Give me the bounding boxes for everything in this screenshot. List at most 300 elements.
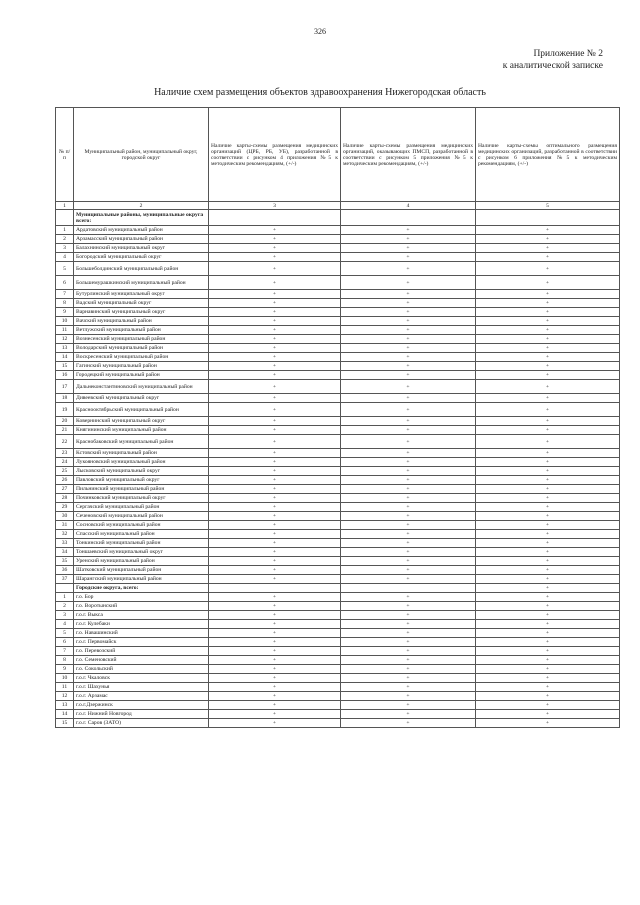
row-value-col3: + — [209, 290, 341, 299]
row-name: г.о.г. Выкса — [74, 611, 209, 620]
table-row — [56, 494, 620, 503]
row-value-col3: + — [209, 344, 341, 353]
row-number: 1 — [56, 593, 74, 602]
row-value-col4: + — [341, 458, 476, 467]
row-name: Краснооктябрьский муниципальный район — [74, 403, 209, 417]
table-row — [56, 435, 620, 449]
table-row — [56, 244, 620, 253]
section-title: Городские округа, всего: — [74, 584, 209, 593]
row-value-col4: + — [341, 335, 476, 344]
row-value-col3: + — [209, 353, 341, 362]
row-name: г.о. Бор — [74, 593, 209, 602]
row-number: 8 — [56, 299, 74, 308]
row-number: 28 — [56, 494, 74, 503]
row-value-col4: + — [341, 566, 476, 575]
row-value-col4: + — [341, 656, 476, 665]
row-value-col3: + — [209, 566, 341, 575]
document-title: Наличие схем размещения объектов здравоохранения Нижегородская область — [154, 87, 486, 98]
row-number: 18 — [56, 394, 74, 403]
table-row — [56, 719, 620, 728]
row-number: 4 — [56, 253, 74, 262]
row-value-col5: + — [476, 521, 620, 530]
row-name: Гагинский муниципальный район — [74, 362, 209, 371]
row-value-col5: + — [476, 566, 620, 575]
row-number: 35 — [56, 557, 74, 566]
row-value-col3: + — [209, 593, 341, 602]
row-name: Павловский муниципальный округ — [74, 476, 209, 485]
row-value-col3: + — [209, 326, 341, 335]
table-row — [56, 602, 620, 611]
row-value-col5: + — [476, 557, 620, 566]
row-value-col5: + — [476, 244, 620, 253]
row-value-col4: + — [341, 235, 476, 244]
table-row — [56, 362, 620, 371]
row-number: 13 — [56, 701, 74, 710]
row-number: 37 — [56, 575, 74, 584]
row-name: г.о.г. Чкаловск — [74, 674, 209, 683]
row-value-col3: + — [209, 503, 341, 512]
row-value-col4: + — [341, 353, 476, 362]
table-row — [56, 638, 620, 647]
row-value-col3: + — [209, 521, 341, 530]
row-number: 12 — [56, 335, 74, 344]
row-value-col4: + — [341, 512, 476, 521]
row-value-col4: + — [341, 317, 476, 326]
row-name: Вачский муниципальный район — [74, 317, 209, 326]
row-value-col4: + — [341, 638, 476, 647]
section-cell: + — [476, 584, 620, 593]
row-name: Пильнинский муниципальный район — [74, 485, 209, 494]
row-value-col4: + — [341, 244, 476, 253]
row-value-col5: + — [476, 530, 620, 539]
section-title: Муниципальные районы, муниципальные округа всего: — [74, 210, 209, 226]
row-value-col5: + — [476, 394, 620, 403]
table-row — [56, 548, 620, 557]
row-name: г.о.г. Саров (ЗАТО) — [74, 719, 209, 728]
row-value-col3: + — [209, 683, 341, 692]
row-value-col4: + — [341, 530, 476, 539]
table-row — [56, 290, 620, 299]
row-value-col4: + — [341, 326, 476, 335]
row-value-col3: + — [209, 417, 341, 426]
row-value-col4: + — [341, 476, 476, 485]
row-value-col5: + — [476, 317, 620, 326]
row-value-col5: + — [476, 485, 620, 494]
row-value-col3: + — [209, 701, 341, 710]
row-value-col3: + — [209, 620, 341, 629]
row-value-col5: + — [476, 647, 620, 656]
row-number: 25 — [56, 467, 74, 476]
row-value-col5: + — [476, 539, 620, 548]
row-value-col5: + — [476, 253, 620, 262]
table-row — [56, 656, 620, 665]
table-row — [56, 235, 620, 244]
row-number: 32 — [56, 530, 74, 539]
header-numbers-row — [56, 202, 620, 210]
table-row — [56, 539, 620, 548]
row-value-col5: + — [476, 417, 620, 426]
row-number: 30 — [56, 512, 74, 521]
table-body — [56, 108, 620, 728]
row-value-col5: + — [476, 380, 620, 394]
row-name: г.о.г. Шахунья — [74, 683, 209, 692]
row-name: Кстовский муниципальный район — [74, 449, 209, 458]
row-value-col4: + — [341, 308, 476, 317]
table-row — [56, 417, 620, 426]
section-cell — [341, 584, 476, 593]
appendix-label — [503, 48, 603, 72]
header-number: 2 — [74, 202, 209, 210]
row-value-col3: + — [209, 530, 341, 539]
row-value-col3: + — [209, 647, 341, 656]
row-value-col4: + — [341, 449, 476, 458]
table-row — [56, 353, 620, 362]
row-value-col5: + — [476, 611, 620, 620]
row-number: 10 — [56, 674, 74, 683]
row-value-col5: + — [476, 262, 620, 276]
row-value-col5: + — [476, 476, 620, 485]
row-value-col5: + — [476, 335, 620, 344]
row-number: 29 — [56, 503, 74, 512]
table-row — [56, 512, 620, 521]
row-number: 13 — [56, 344, 74, 353]
row-value-col4: + — [341, 548, 476, 557]
row-name: Вознесенский муниципальный район — [74, 335, 209, 344]
row-name: Бутурлинский муниципальный округ — [74, 290, 209, 299]
table-row — [56, 620, 620, 629]
row-value-col3: + — [209, 362, 341, 371]
row-value-col3: + — [209, 426, 341, 435]
row-value-col5: + — [476, 638, 620, 647]
row-value-col5: + — [476, 512, 620, 521]
row-value-col5: + — [476, 235, 620, 244]
row-name: г.о.г. Первомайск — [74, 638, 209, 647]
row-value-col4: + — [341, 629, 476, 638]
row-value-col4: + — [341, 593, 476, 602]
row-number: 6 — [56, 638, 74, 647]
row-value-col3: + — [209, 226, 341, 235]
row-number: 6 — [56, 276, 74, 290]
row-name: Краснобаковский муниципальный район — [74, 435, 209, 449]
row-value-col4: + — [341, 602, 476, 611]
row-value-col5: + — [476, 593, 620, 602]
row-value-col5: + — [476, 371, 620, 380]
page-number: 326 — [314, 27, 326, 36]
row-value-col5: + — [476, 467, 620, 476]
row-value-col3: + — [209, 575, 341, 584]
row-value-col3: + — [209, 253, 341, 262]
row-value-col4: + — [341, 344, 476, 353]
header-number: 4 — [341, 202, 476, 210]
row-value-col5: + — [476, 449, 620, 458]
row-value-col3: + — [209, 512, 341, 521]
row-value-col3: + — [209, 674, 341, 683]
row-value-col3: + — [209, 467, 341, 476]
row-value-col4: + — [341, 647, 476, 656]
header-territory: Муниципальный район, муниципальный округ, городской округ — [74, 108, 209, 202]
appendix-line-1: Приложение № 2 — [533, 49, 603, 59]
row-value-col5: + — [476, 692, 620, 701]
row-value-col5: + — [476, 674, 620, 683]
row-number: 9 — [56, 308, 74, 317]
table-row — [56, 692, 620, 701]
row-number: 26 — [56, 476, 74, 485]
row-value-col4: + — [341, 380, 476, 394]
row-value-col3: + — [209, 476, 341, 485]
row-value-col3: + — [209, 485, 341, 494]
row-value-col4: + — [341, 262, 476, 276]
table-row — [56, 276, 620, 290]
row-number: 27 — [56, 485, 74, 494]
row-name: Шарангский муниципальный район — [74, 575, 209, 584]
row-name: Дивеевский муниципальный округ — [74, 394, 209, 403]
table-row — [56, 566, 620, 575]
row-name: Тонкинский муниципальный район — [74, 539, 209, 548]
header-col3: Наличие карты-схемы размещения медицинских организаций (ЦРБ, РБ, УБ), разработанной в соответствии с рисунком 4 приложения №5 к методическим рекомендациям, (+/-) — [209, 108, 341, 202]
row-number: 14 — [56, 710, 74, 719]
row-value-col5: + — [476, 602, 620, 611]
row-value-col5: + — [476, 629, 620, 638]
row-value-col5: + — [476, 665, 620, 674]
row-value-col4: + — [341, 253, 476, 262]
row-value-col4: + — [341, 665, 476, 674]
row-value-col3: + — [209, 244, 341, 253]
row-name: Большемурашкинский муниципальный район — [74, 276, 209, 290]
row-value-col5: + — [476, 290, 620, 299]
row-number: 20 — [56, 417, 74, 426]
table-row — [56, 530, 620, 539]
section-header-row — [56, 584, 620, 593]
row-number: 31 — [56, 521, 74, 530]
table-row — [56, 308, 620, 317]
row-number: 33 — [56, 539, 74, 548]
row-name: Балахнинский муниципальный округ — [74, 244, 209, 253]
row-value-col5: + — [476, 656, 620, 665]
row-value-col5: + — [476, 353, 620, 362]
row-name: Варнавинский муниципальный округ — [74, 308, 209, 317]
table-row — [56, 403, 620, 417]
row-name: Лукояновский муниципальный район — [74, 458, 209, 467]
row-value-col5: + — [476, 426, 620, 435]
table-row — [56, 299, 620, 308]
row-value-col3: + — [209, 403, 341, 417]
table-row — [56, 262, 620, 276]
table-row — [56, 485, 620, 494]
row-number: 5 — [56, 262, 74, 276]
table-row — [56, 503, 620, 512]
row-value-col3: + — [209, 539, 341, 548]
row-value-col4: + — [341, 426, 476, 435]
row-value-col4: + — [341, 362, 476, 371]
row-value-col4: + — [341, 467, 476, 476]
row-name: Лысковский муниципальный округ — [74, 467, 209, 476]
row-value-col3: + — [209, 557, 341, 566]
row-value-col4: + — [341, 417, 476, 426]
row-value-col5: + — [476, 326, 620, 335]
table-row — [56, 665, 620, 674]
row-name: Ветлужский муниципальный район — [74, 326, 209, 335]
row-name: Сеченовский муниципальный район — [74, 512, 209, 521]
row-value-col3: + — [209, 710, 341, 719]
row-value-col3: + — [209, 458, 341, 467]
section-header-row — [56, 210, 620, 226]
row-name: Володарский муниципальный район — [74, 344, 209, 353]
header-row — [56, 108, 620, 202]
row-value-col4: + — [341, 701, 476, 710]
row-value-col3: + — [209, 638, 341, 647]
row-value-col5: + — [476, 276, 620, 290]
row-value-col3: + — [209, 656, 341, 665]
header-number: 3 — [209, 202, 341, 210]
row-name: Шатковский муниципальный район — [74, 566, 209, 575]
row-value-col4: + — [341, 611, 476, 620]
row-name: Арзамасский муниципальный район — [74, 235, 209, 244]
row-name: Воскресенский муниципальный район — [74, 353, 209, 362]
header-col5: Наличие карты-схемы оптимального размещения медицинских организаций, разработанной в соответствии с рисунком 6 приложения №5 к методическим рекомендациям, (+/-) — [476, 108, 620, 202]
row-value-col4: + — [341, 435, 476, 449]
row-number: 7 — [56, 290, 74, 299]
row-value-col3: + — [209, 435, 341, 449]
table-row — [56, 467, 620, 476]
row-number: 11 — [56, 683, 74, 692]
row-number: 36 — [56, 566, 74, 575]
row-number: 1 — [56, 226, 74, 235]
row-value-col4: + — [341, 575, 476, 584]
row-number: 12 — [56, 692, 74, 701]
row-number: 4 — [56, 620, 74, 629]
table-row — [56, 326, 620, 335]
row-value-col3: + — [209, 371, 341, 380]
row-value-col5: + — [476, 548, 620, 557]
row-value-col5: + — [476, 575, 620, 584]
table-row — [56, 575, 620, 584]
row-value-col4: + — [341, 485, 476, 494]
schemes-table — [55, 107, 620, 728]
header-num: № п/п — [56, 108, 74, 202]
row-value-col5: + — [476, 362, 620, 371]
table-row — [56, 557, 620, 566]
row-value-col4: + — [341, 494, 476, 503]
row-number: 2 — [56, 602, 74, 611]
row-value-col5: + — [476, 503, 620, 512]
table-row — [56, 521, 620, 530]
row-value-col5: + — [476, 435, 620, 449]
section-cell — [209, 584, 341, 593]
table-row — [56, 394, 620, 403]
row-value-col4: + — [341, 557, 476, 566]
row-name: Починковский муниципальный округ — [74, 494, 209, 503]
header-number: 5 — [476, 202, 620, 210]
row-value-col4: + — [341, 620, 476, 629]
row-value-col3: + — [209, 276, 341, 290]
row-value-col4: + — [341, 521, 476, 530]
row-name: Сосновский муниципальный район — [74, 521, 209, 530]
row-number: 14 — [56, 353, 74, 362]
table-row — [56, 647, 620, 656]
table-row — [56, 593, 620, 602]
row-value-col5: + — [476, 710, 620, 719]
row-value-col4: + — [341, 503, 476, 512]
row-value-col3: + — [209, 308, 341, 317]
section-num-cell — [56, 210, 74, 226]
row-value-col4: + — [341, 299, 476, 308]
row-number: 9 — [56, 665, 74, 674]
row-number: 5 — [56, 629, 74, 638]
table-row — [56, 458, 620, 467]
row-value-col5: + — [476, 701, 620, 710]
row-value-col5: + — [476, 620, 620, 629]
row-number: 11 — [56, 326, 74, 335]
row-number: 15 — [56, 362, 74, 371]
row-name: г.о. Навашинский — [74, 629, 209, 638]
section-num-cell — [56, 584, 74, 593]
row-value-col3: + — [209, 235, 341, 244]
row-number: 16 — [56, 371, 74, 380]
row-number: 15 — [56, 719, 74, 728]
row-value-col3: + — [209, 449, 341, 458]
table-row — [56, 701, 620, 710]
row-number: 2 — [56, 235, 74, 244]
row-name: г.о.г. Нижний Новгород — [74, 710, 209, 719]
row-number: 34 — [56, 548, 74, 557]
row-value-col3: + — [209, 299, 341, 308]
row-value-col4: + — [341, 692, 476, 701]
table-row — [56, 683, 620, 692]
section-cell — [476, 210, 620, 226]
row-number: 19 — [56, 403, 74, 417]
row-value-col5: + — [476, 403, 620, 417]
row-value-col5: + — [476, 226, 620, 235]
row-value-col3: + — [209, 494, 341, 503]
row-name: г.о.г. Арзамас — [74, 692, 209, 701]
row-name: Княгининский муниципальный район — [74, 426, 209, 435]
row-name: Спасский муниципальный район — [74, 530, 209, 539]
row-value-col3: + — [209, 719, 341, 728]
header-col4: Наличие карты-схемы размещения медицинских организаций, оказывающих ПМСП, разработанной в соответствии с рисунком 5 приложения №5 к методическим рекомендациям, (+/-) — [341, 108, 476, 202]
row-value-col3: + — [209, 335, 341, 344]
row-value-col3: + — [209, 629, 341, 638]
row-value-col5: + — [476, 299, 620, 308]
row-value-col3: + — [209, 611, 341, 620]
row-value-col4: + — [341, 226, 476, 235]
row-value-col3: + — [209, 317, 341, 326]
row-name: г.о.г.Дзержинск — [74, 701, 209, 710]
table-row — [56, 253, 620, 262]
row-value-col3: + — [209, 602, 341, 611]
table-row — [56, 226, 620, 235]
row-value-col5: + — [476, 458, 620, 467]
table-row — [56, 476, 620, 485]
table-row — [56, 317, 620, 326]
row-name: г.о. Семеновский — [74, 656, 209, 665]
row-value-col3: + — [209, 665, 341, 674]
row-number: 3 — [56, 244, 74, 253]
row-name: Городецкий муниципальный район — [74, 371, 209, 380]
header-number: 1 — [56, 202, 74, 210]
row-value-col5: + — [476, 344, 620, 353]
section-cell — [209, 210, 341, 226]
row-name: Богородский муниципальный округ — [74, 253, 209, 262]
row-value-col4: + — [341, 710, 476, 719]
row-number: 7 — [56, 647, 74, 656]
table-row — [56, 344, 620, 353]
row-value-col4: + — [341, 394, 476, 403]
row-name: Уренский муниципальный район — [74, 557, 209, 566]
row-number: 23 — [56, 449, 74, 458]
row-value-col5: + — [476, 308, 620, 317]
row-name: Вадский муниципальный округ — [74, 299, 209, 308]
row-value-col4: + — [341, 371, 476, 380]
